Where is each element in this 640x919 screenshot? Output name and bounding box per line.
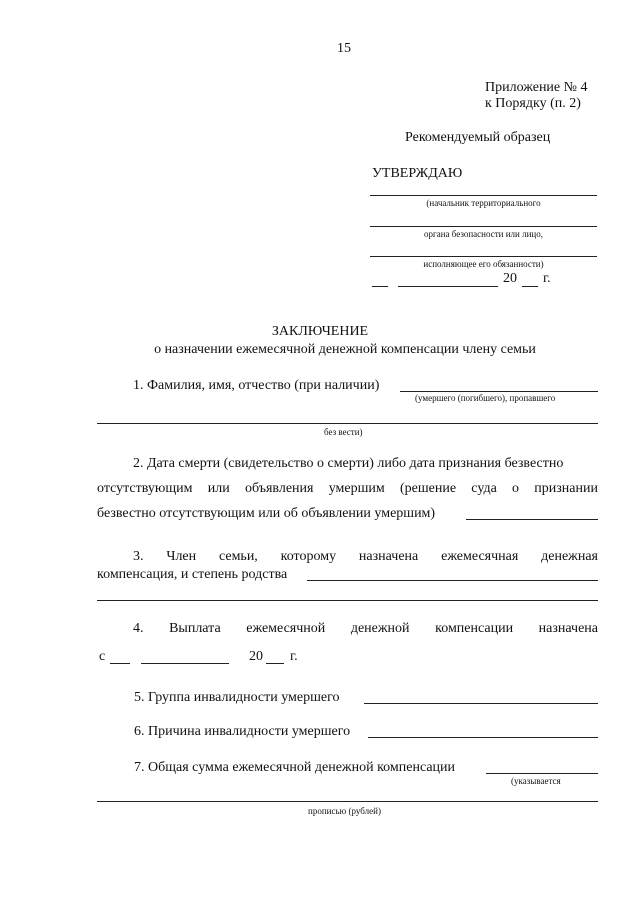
item1-line-1: [400, 391, 598, 392]
item3-line-2: компенсация, и степень родства: [97, 567, 288, 582]
appendix-label: Приложение № 4: [485, 80, 588, 95]
item2-line-3: безвестно отсутствующим или об объявлении умершим): [97, 506, 436, 521]
item4-year-line: [266, 663, 284, 664]
approver-caption-1: (начальник территориального: [426, 198, 541, 208]
item6-line: [368, 737, 598, 738]
approval-year-prefix: 20: [503, 271, 517, 286]
item3-line-1: 3. Член семьи, которому назначена ежемесячная денежная: [133, 549, 598, 564]
item4-from: с: [99, 649, 106, 664]
approver-line-1: [370, 195, 597, 196]
item1-caption-b: без вести): [324, 427, 363, 437]
approval-month-line: [398, 286, 498, 287]
approver-line-3: [370, 256, 597, 257]
item7-line-1: [486, 773, 598, 774]
item5-line: [364, 703, 598, 704]
item7-label: 7. Общая сумма ежемесячной денежной компенсации: [134, 760, 456, 775]
item1-label: 1. Фамилия, имя, отчество (при наличии): [133, 378, 380, 393]
item3-line-a: [307, 580, 598, 581]
item5-label: 5. Группа инвалидности умершего: [134, 690, 340, 705]
item4-month-line: [141, 663, 229, 664]
approval-year-line: [522, 286, 538, 287]
document-title: ЗАКЛЮЧЕНИЕ: [271, 324, 369, 339]
item4-year-suffix: г.: [290, 649, 298, 664]
item4-year-prefix: 20: [249, 649, 263, 664]
item2-line: [466, 519, 598, 520]
approver-caption-2: органа безопасности или лицо,: [424, 229, 543, 239]
sample-label: Рекомендуемый образец: [405, 130, 551, 145]
item7-caption-b: прописью (рублей): [308, 806, 381, 816]
approver-line-2: [370, 226, 597, 227]
item4-day-line: [110, 663, 130, 664]
item1-caption-a: (умершего (погибшего), пропавшего: [415, 393, 556, 403]
approval-year-suffix: г.: [543, 271, 551, 286]
approval-day-line: [372, 286, 388, 287]
item2-line-1: 2. Дата смерти (свидетельство о смерти) либо дата признания безвестно: [133, 456, 564, 471]
order-reference: к Порядку (п. 2): [485, 96, 581, 111]
item4-line-1: 4. Выплата ежемесячной денежной компенсации назначена: [133, 621, 598, 636]
document-subtitle: о назначении ежемесячной денежной компенсации члену семьи: [154, 342, 536, 357]
item3-line-b: [97, 600, 598, 601]
item6-label: 6. Причина инвалидности умершего: [134, 724, 351, 739]
item2-line-2: отсутствующим или объявления умершим (решение суда о признании: [97, 481, 598, 496]
approver-caption-3: исполняющее его обязанности): [423, 259, 544, 269]
item7-line-2: [97, 801, 598, 802]
item7-caption-a: (указывается: [511, 776, 561, 786]
page-number: 15: [337, 41, 351, 56]
approve-heading: УТВЕРЖДАЮ: [372, 166, 463, 181]
item1-line-2: [97, 423, 598, 424]
